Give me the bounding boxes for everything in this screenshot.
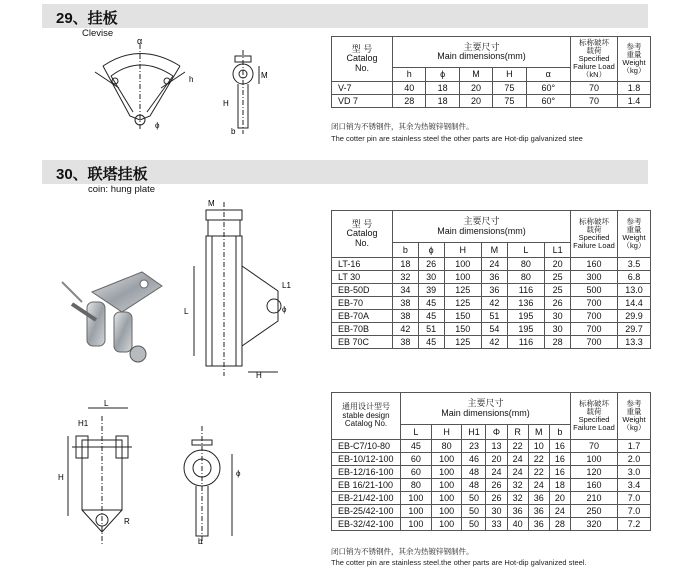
value-cell: 195 — [507, 323, 544, 336]
value-cell: 125 — [444, 297, 481, 310]
model-cell: EB-25/42-100 — [332, 505, 401, 518]
label-H-30: H — [256, 371, 262, 380]
model-cell: EB-C7/10-80 — [332, 440, 401, 453]
value-cell: 24 — [507, 453, 528, 466]
value-cell: 13.3 — [618, 336, 651, 349]
value-cell: 70 — [571, 440, 618, 453]
header-main-30: 主要尺寸 Main dimensions(mm) — [393, 211, 571, 243]
value-cell: 20 — [486, 453, 507, 466]
value-cell: 13 — [486, 440, 507, 453]
header-model-eb: 通用设计型号 stable design Catalog No. — [332, 393, 401, 440]
value-cell: 125 — [444, 284, 481, 297]
value-cell: 136 — [507, 297, 544, 310]
model-cell: LT-16 — [332, 258, 393, 271]
value-cell: 45 — [418, 336, 444, 349]
label-H-eb: H — [58, 473, 64, 482]
value-cell: 80 — [401, 479, 432, 492]
label-phi: ϕ — [155, 121, 160, 130]
model-cell: EB-50D — [332, 284, 393, 297]
table-row: VD 7 28 18 20 75 60° 70 1.4 — [332, 95, 651, 108]
label-H: H — [223, 99, 229, 108]
table-row — [332, 453, 651, 466]
header-main: 主要尺寸 Main dimensions(mm) — [393, 37, 571, 68]
header-weight: 参考 重量 Weight （kg） — [618, 37, 651, 82]
header-load-30: 标称破坏 载荷 Specified Failure Load — [571, 211, 618, 258]
value-cell: 36 — [481, 284, 507, 297]
value-cell: 100 — [431, 505, 462, 518]
value-cell: 60 — [401, 453, 432, 466]
value-cell: 100 — [444, 258, 481, 271]
value-cell: 36 — [528, 505, 549, 518]
note-cn-29: 闭口销为不锈钢件，其余为热镀锌钢制件。 — [331, 122, 474, 131]
label-b: b — [231, 127, 236, 136]
value-cell: 116 — [507, 284, 544, 297]
col-alpha: α — [526, 68, 570, 82]
col-M-30: M — [481, 243, 507, 258]
col-b: b — [393, 243, 419, 258]
value-cell: 42 — [393, 323, 419, 336]
section-header-30 — [42, 160, 648, 184]
value-cell: 80 — [507, 271, 544, 284]
section-title-30: 30、联塔挂板 — [56, 166, 148, 183]
table-row — [332, 518, 651, 531]
model-cell: EB-70A — [332, 310, 393, 323]
table-row — [332, 466, 651, 479]
section-title-29: 29、挂板 — [56, 10, 118, 27]
value-cell: 120 — [571, 466, 618, 479]
value-cell: 38 — [393, 310, 419, 323]
value-cell: 25 — [545, 284, 571, 297]
value-cell: 80 — [431, 440, 462, 453]
value-cell: 48 — [462, 466, 486, 479]
col-b-eb: b — [549, 425, 570, 440]
col-phi-eb: Φ — [486, 425, 507, 440]
col-M-eb: M — [528, 425, 549, 440]
eb-drawing — [52, 396, 302, 546]
value-cell: 7.0 — [618, 492, 651, 505]
value-cell: 23 — [462, 440, 486, 453]
col-L: L — [507, 243, 544, 258]
value-cell: 320 — [571, 518, 618, 531]
table-hung-plate — [331, 210, 651, 349]
value-cell: 20 — [549, 492, 570, 505]
value-cell: 700 — [571, 323, 618, 336]
label-L-eb: L — [104, 399, 109, 408]
value-cell: 3.0 — [618, 466, 651, 479]
value-cell: 3.5 — [618, 258, 651, 271]
value-cell: 40 — [507, 518, 528, 531]
value-cell: 100 — [431, 466, 462, 479]
value-cell: 18 — [393, 258, 419, 271]
label-phi-30: ϕ — [282, 305, 287, 314]
table-row — [332, 284, 651, 297]
value-cell: 700 — [571, 336, 618, 349]
label-M-30: M — [208, 199, 215, 208]
note-en-29: The cotter pin are stainless steel the other parts are Hot-dip galvanized stee — [331, 134, 583, 143]
label-R-eb: R — [124, 517, 130, 526]
value-cell: 46 — [462, 453, 486, 466]
label-phi-eb: ϕ — [236, 469, 241, 478]
value-cell: 2.0 — [618, 453, 651, 466]
label-H1-eb: H1 — [78, 419, 89, 428]
value-cell: 50 — [462, 492, 486, 505]
value-cell: 150 — [444, 323, 481, 336]
value-cell: 25 — [545, 271, 571, 284]
section-header-29 — [42, 4, 648, 28]
value-cell: 700 — [571, 297, 618, 310]
value-cell: 30 — [545, 310, 571, 323]
value-cell: 29.7 — [618, 323, 651, 336]
value-cell: 30 — [418, 271, 444, 284]
table-row — [332, 323, 651, 336]
value-cell: 50 — [462, 518, 486, 531]
value-cell: 125 — [444, 336, 481, 349]
model-cell: EB 16/21-100 — [332, 479, 401, 492]
value-cell: 6.8 — [618, 271, 651, 284]
table-eb — [331, 392, 651, 531]
value-cell: 38 — [393, 336, 419, 349]
value-cell: 1.7 — [618, 440, 651, 453]
col-H: H — [493, 68, 526, 82]
model-cell: EB-70 — [332, 297, 393, 310]
model-cell: EB-70B — [332, 323, 393, 336]
value-cell: 150 — [444, 310, 481, 323]
value-cell: 160 — [571, 258, 618, 271]
value-cell: 50 — [462, 505, 486, 518]
value-cell: 45 — [401, 440, 432, 453]
col-phi: ϕ — [426, 68, 459, 82]
header-load: 标称破坏 载荷 Specified Failure Load （kN） — [571, 37, 618, 82]
value-cell: 22 — [528, 466, 549, 479]
value-cell: 14.4 — [618, 297, 651, 310]
value-cell: 100 — [431, 492, 462, 505]
value-cell: 33 — [486, 518, 507, 531]
col-L1: L1 — [545, 243, 571, 258]
value-cell: 26 — [486, 479, 507, 492]
table-row — [332, 258, 651, 271]
table-row — [332, 479, 651, 492]
table-row — [332, 505, 651, 518]
value-cell: 20 — [545, 258, 571, 271]
value-cell: 36 — [528, 518, 549, 531]
label-L1-30: L1 — [282, 281, 291, 290]
value-cell: 28 — [545, 336, 571, 349]
value-cell: 24 — [507, 466, 528, 479]
value-cell: 28 — [549, 518, 570, 531]
value-cell: 42 — [481, 297, 507, 310]
value-cell: 100 — [571, 453, 618, 466]
table-clevise — [331, 36, 651, 108]
value-cell: 26 — [486, 492, 507, 505]
value-cell: 45 — [418, 310, 444, 323]
value-cell: 22 — [507, 440, 528, 453]
col-H-30: H — [444, 243, 481, 258]
model-cell: EB-21/42-100 — [332, 492, 401, 505]
value-cell: 160 — [571, 479, 618, 492]
value-cell: 32 — [507, 492, 528, 505]
value-cell: 18 — [549, 479, 570, 492]
value-cell: 32 — [507, 479, 528, 492]
col-phi-30: ϕ — [418, 243, 444, 258]
value-cell: 24 — [528, 479, 549, 492]
col-M: M — [459, 68, 492, 82]
value-cell: 24 — [549, 505, 570, 518]
value-cell: 36 — [507, 505, 528, 518]
value-cell: 80 — [507, 258, 544, 271]
hung-plate-photo — [52, 262, 170, 370]
table-row — [332, 336, 651, 349]
value-cell: 32 — [393, 271, 419, 284]
value-cell: 29.9 — [618, 310, 651, 323]
value-cell: 700 — [571, 310, 618, 323]
table-row: V-7 40 18 20 75 60° 70 1.8 — [332, 82, 651, 95]
header-model-30: 型 号 Catalog No. — [332, 211, 393, 258]
col-h: h — [393, 68, 426, 82]
hung-plate-drawing — [178, 196, 302, 380]
value-cell: 30 — [545, 323, 571, 336]
value-cell: 300 — [571, 271, 618, 284]
value-cell: 24 — [481, 258, 507, 271]
value-cell: 26 — [418, 258, 444, 271]
value-cell: 45 — [418, 297, 444, 310]
value-cell: 7.0 — [618, 505, 651, 518]
label-h: h — [189, 75, 194, 84]
value-cell: 500 — [571, 284, 618, 297]
value-cell: 100 — [431, 479, 462, 492]
table-row — [332, 492, 651, 505]
value-cell: 60 — [401, 466, 432, 479]
clevise-drawing — [85, 36, 285, 140]
value-cell: 16 — [549, 466, 570, 479]
value-cell: 30 — [486, 505, 507, 518]
col-L-eb: L — [401, 425, 432, 440]
header-load-eb: 标称破坏 载荷 Specified Failure Load — [571, 393, 618, 440]
model-cell: EB-10/12-100 — [332, 453, 401, 466]
table-row — [332, 297, 651, 310]
header-weight-eb: 参考 重量 Weight （kg） — [618, 393, 651, 440]
value-cell: 3.4 — [618, 479, 651, 492]
value-cell: 39 — [418, 284, 444, 297]
value-cell: 250 — [571, 505, 618, 518]
model-cell: LT 30 — [332, 271, 393, 284]
value-cell: 13.0 — [618, 284, 651, 297]
value-cell: 210 — [571, 492, 618, 505]
header-main-eb: 主要尺寸 Main dimensions(mm) — [401, 393, 571, 425]
value-cell: 7.2 — [618, 518, 651, 531]
model-cell: EB-12/16-100 — [332, 466, 401, 479]
table-row — [332, 310, 651, 323]
value-cell: 16 — [549, 440, 570, 453]
label-alpha: α — [137, 36, 143, 46]
header-model: 型 号 Catalog No. — [332, 37, 393, 82]
value-cell: 48 — [462, 479, 486, 492]
value-cell: 100 — [444, 271, 481, 284]
value-cell: 22 — [528, 453, 549, 466]
value-cell: 54 — [481, 323, 507, 336]
note-en-eb: The cotter pin are stainless steel.the other parts are Hot-dip galvanized steel. — [331, 558, 587, 567]
section-subtitle-29: Clevise — [82, 28, 114, 39]
table-row — [332, 440, 651, 453]
table-row — [332, 271, 651, 284]
model-cell: EB-32/42-100 — [332, 518, 401, 531]
value-cell: 24 — [486, 466, 507, 479]
label-L-30: L — [184, 307, 189, 316]
label-M: M — [261, 71, 268, 80]
col-H1-eb: H1 — [462, 425, 486, 440]
value-cell: 38 — [393, 297, 419, 310]
col-H-eb: H — [431, 425, 462, 440]
value-cell: 100 — [401, 505, 432, 518]
section-subtitle-30: coin: hung plate — [88, 184, 156, 195]
value-cell: 100 — [431, 453, 462, 466]
note-cn-eb: 闭口销为不锈钢件，其余为热镀锌钢制件。 — [331, 547, 474, 556]
value-cell: 116 — [507, 336, 544, 349]
value-cell: 36 — [528, 492, 549, 505]
header-weight-30: 参考 重量 Weight （kg） — [618, 211, 651, 258]
value-cell: 36 — [481, 271, 507, 284]
value-cell: 100 — [401, 492, 432, 505]
value-cell: 26 — [545, 297, 571, 310]
value-cell: 195 — [507, 310, 544, 323]
value-cell: 100 — [401, 518, 432, 531]
value-cell: 100 — [431, 518, 462, 531]
value-cell: 51 — [481, 310, 507, 323]
col-R-eb: R — [507, 425, 528, 440]
label-b-eb: b — [198, 537, 203, 546]
value-cell: 16 — [549, 453, 570, 466]
value-cell: 51 — [418, 323, 444, 336]
model-cell: EB 70C — [332, 336, 393, 349]
value-cell: 10 — [528, 440, 549, 453]
value-cell: 42 — [481, 336, 507, 349]
value-cell: 34 — [393, 284, 419, 297]
